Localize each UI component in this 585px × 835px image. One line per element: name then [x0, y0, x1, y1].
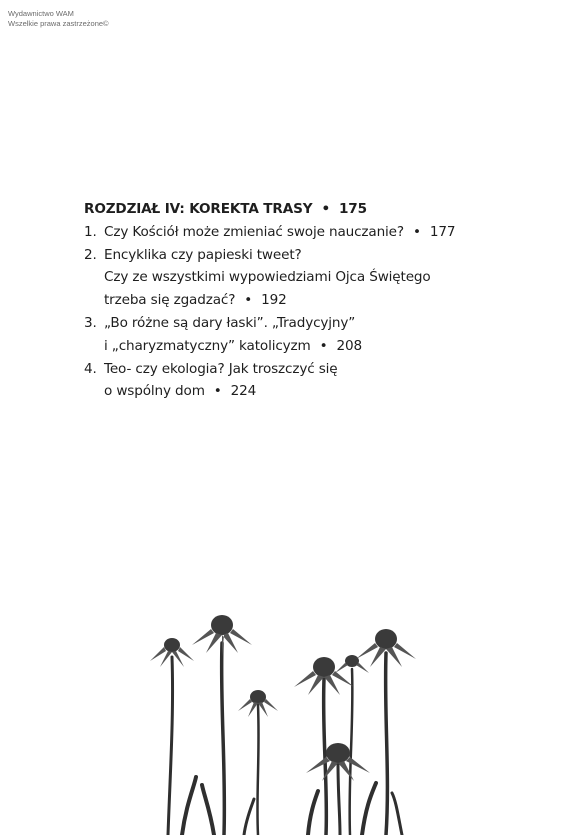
chapter-separator: • — [321, 201, 330, 217]
watermark-rights: Wszelkie prawa zastrzeżone© — [8, 18, 109, 28]
entry-separator: • — [412, 223, 421, 240]
entry-title: trzeba się zgadzać? — [104, 292, 236, 309]
entry-page: 224 — [230, 383, 257, 400]
entry-page: 208 — [336, 337, 362, 354]
chapter-heading — [84, 198, 524, 221]
entry-line — [104, 380, 524, 403]
entry-number: 3. — [84, 314, 97, 331]
entry-number: 1. — [84, 223, 97, 240]
watermark — [8, 9, 109, 28]
toc-entry-1 — [84, 221, 524, 244]
entry-title-line: Czy ze wszystkimi wypowiedziami Ojca Świętego — [104, 269, 431, 286]
toc-entry-3 — [84, 312, 524, 358]
chapter-title: ROZDZIAŁ IV: KOREKTA TRASY — [84, 201, 313, 217]
coneflowers-illustration-icon — [140, 605, 430, 835]
entry-title-line: „Bo różne są dary łaski”. „Tradycyjny” — [104, 314, 356, 331]
toc-entry-4 — [84, 358, 524, 404]
entry-number: 2. — [84, 246, 97, 263]
entry-page: 177 — [429, 223, 456, 240]
entry-title-line: Teo- czy ekologia? Jak troszczyć się — [104, 360, 338, 377]
entry-title: i „charyzmatyczny” katolicyzm — [104, 337, 311, 354]
entry-page: 192 — [261, 292, 287, 309]
entry-line — [104, 289, 524, 312]
toc-entry-2 — [84, 244, 524, 312]
entry-line — [104, 221, 524, 244]
entry-separator: • — [244, 292, 253, 309]
entry-title: Czy Kościół może zmieniać swoje nauczanie? — [104, 223, 404, 240]
chapter-page: 175 — [338, 201, 367, 217]
entry-separator: • — [319, 337, 328, 354]
entry-title: o wspólny dom — [104, 383, 205, 400]
entry-line — [104, 335, 524, 358]
entry-title-line: Encyklika czy papieski tweet? — [104, 246, 302, 263]
watermark-publisher: Wydawnictwo WAM — [8, 9, 74, 18]
entry-number: 4. — [84, 360, 97, 377]
entry-separator: • — [213, 383, 222, 400]
table-of-contents — [84, 198, 524, 403]
